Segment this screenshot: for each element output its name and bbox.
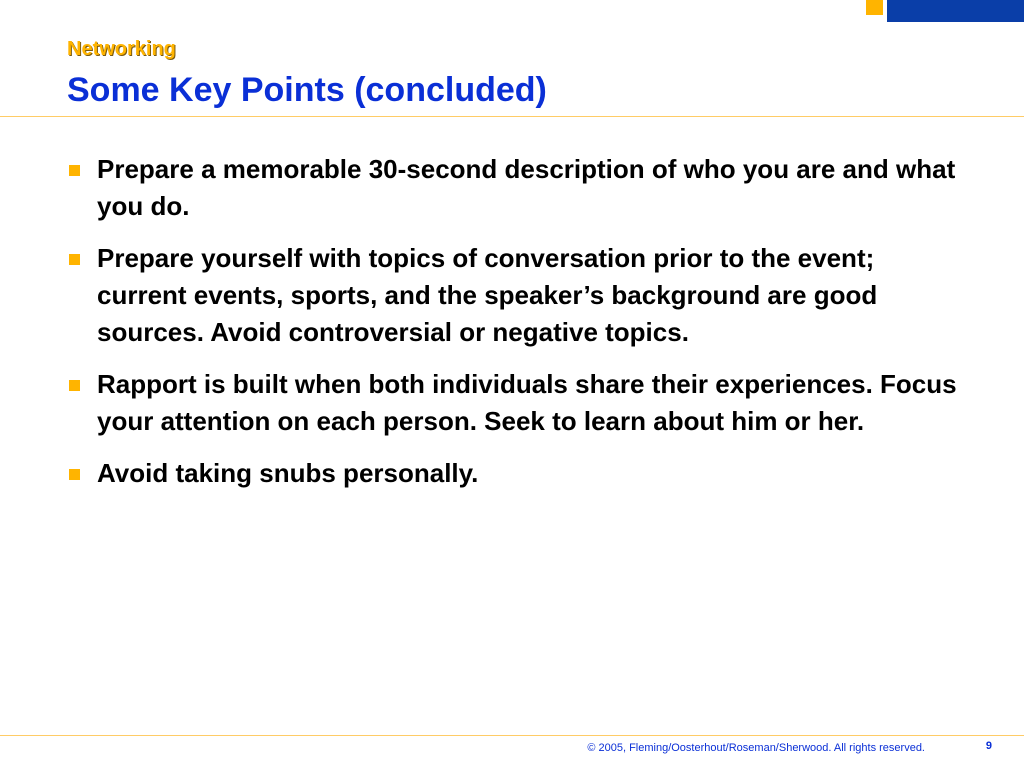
- corner-accent-orange: [866, 0, 883, 15]
- copyright-notice: © 2005, Fleming/Oosterhout/Roseman/Sherwood. All rights reserved.: [587, 742, 925, 754]
- bullet-text: Prepare yourself with topics of conversation prior to the event; current events, sports, and the speaker’s background are good sources. Avoid controversial or negative topics.: [97, 243, 878, 347]
- footer-divider: [0, 735, 1024, 736]
- bullet-list: [64, 151, 964, 507]
- bullet-item: [64, 240, 964, 351]
- square-bullet-icon: [69, 165, 80, 176]
- slide-subtitle: Networking: [67, 38, 176, 60]
- square-bullet-icon: [69, 469, 80, 480]
- page-number: 9: [985, 740, 992, 752]
- square-bullet-icon: [69, 380, 80, 391]
- header-divider: [0, 116, 1024, 117]
- corner-accent-navy: [887, 0, 1024, 22]
- slide-title: Some Key Points (concluded): [67, 71, 547, 109]
- bullet-item: [64, 151, 964, 225]
- square-bullet-icon: [69, 254, 80, 265]
- bullet-text: Rapport is built when both individuals share their experiences. Focus your attention on each person. Seek to learn about him or her.: [97, 369, 957, 436]
- bullet-text: Avoid taking snubs personally.: [97, 458, 479, 488]
- bullet-item: [64, 455, 964, 492]
- bullet-item: [64, 366, 964, 440]
- bullet-text: Prepare a memorable 30-second description of who you are and what you do.: [97, 154, 956, 221]
